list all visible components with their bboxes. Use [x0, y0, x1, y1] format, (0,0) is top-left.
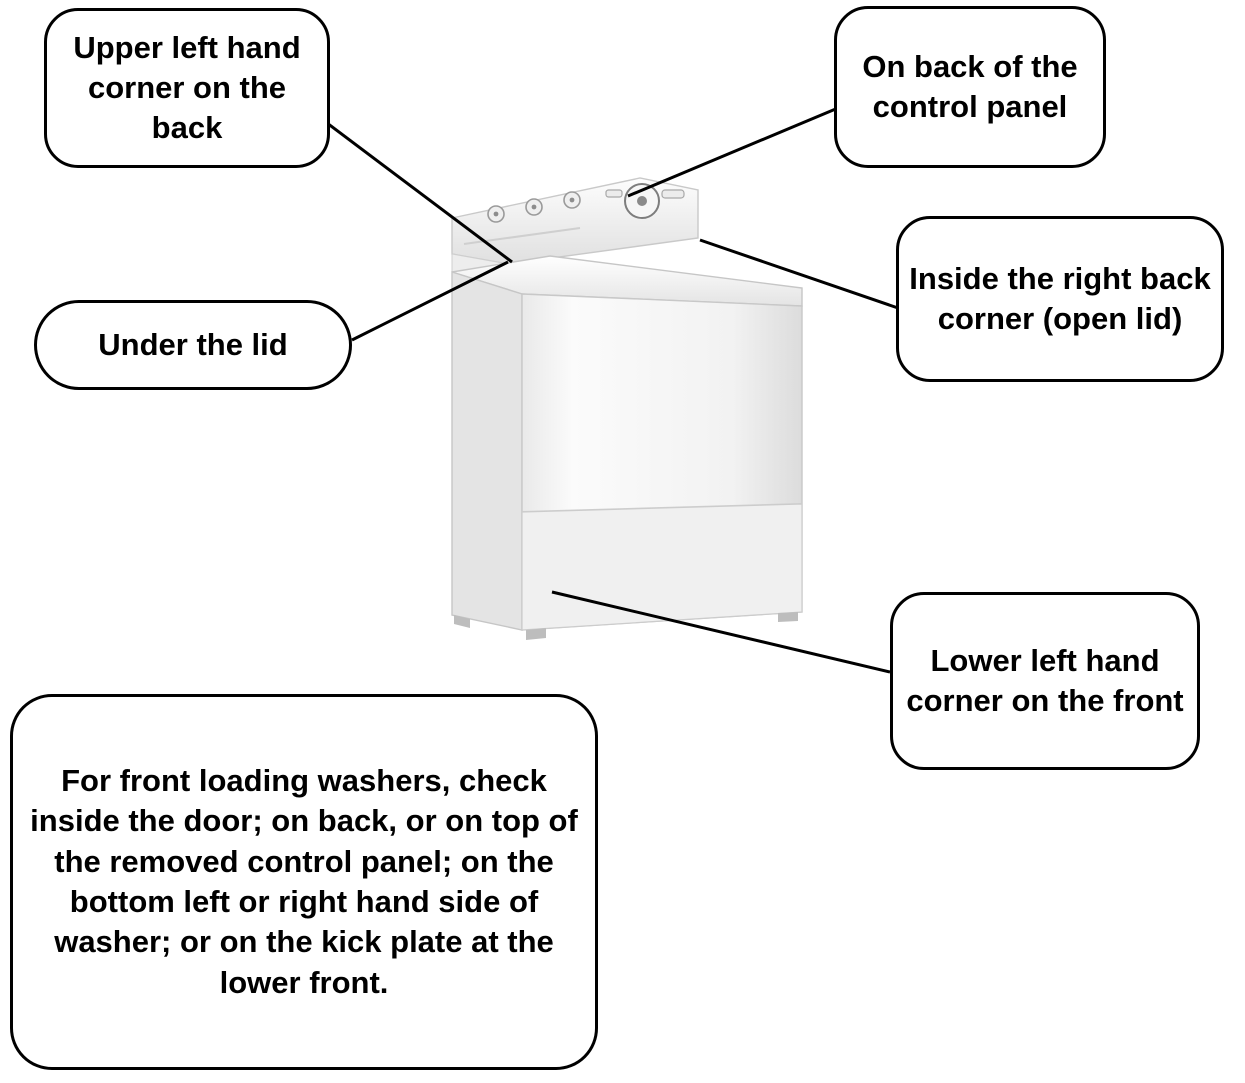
callout-text: Under the lid [98, 326, 288, 362]
callout-text: Lower left hand corner on the front [906, 642, 1184, 718]
leader-line-back-control [628, 108, 838, 196]
callout-under-the-lid [34, 300, 352, 390]
callout-lower-left-front [890, 592, 1200, 770]
callout-upper-left-back [44, 8, 330, 168]
leader-line-inside-right [700, 240, 898, 308]
callout-text: Inside the right back corner (open lid) [909, 260, 1211, 336]
callout-text: Upper left hand corner on the back [73, 29, 301, 146]
leader-line-lower-left-front [552, 592, 890, 672]
callout-front-loading-note [10, 694, 598, 1070]
callout-text: On back of the control panel [862, 48, 1078, 124]
callout-inside-right-back-corner [896, 216, 1224, 382]
callout-text: For front loading washers, check inside the door; on back, or on top of the removed control panel; on the bottom left or right hand side of washer; or on the kick plate at the lower front. [30, 763, 578, 1000]
callout-back-control-panel [834, 6, 1106, 168]
leader-line-upper-left-back [323, 120, 512, 262]
leader-line-under-lid [352, 262, 508, 340]
